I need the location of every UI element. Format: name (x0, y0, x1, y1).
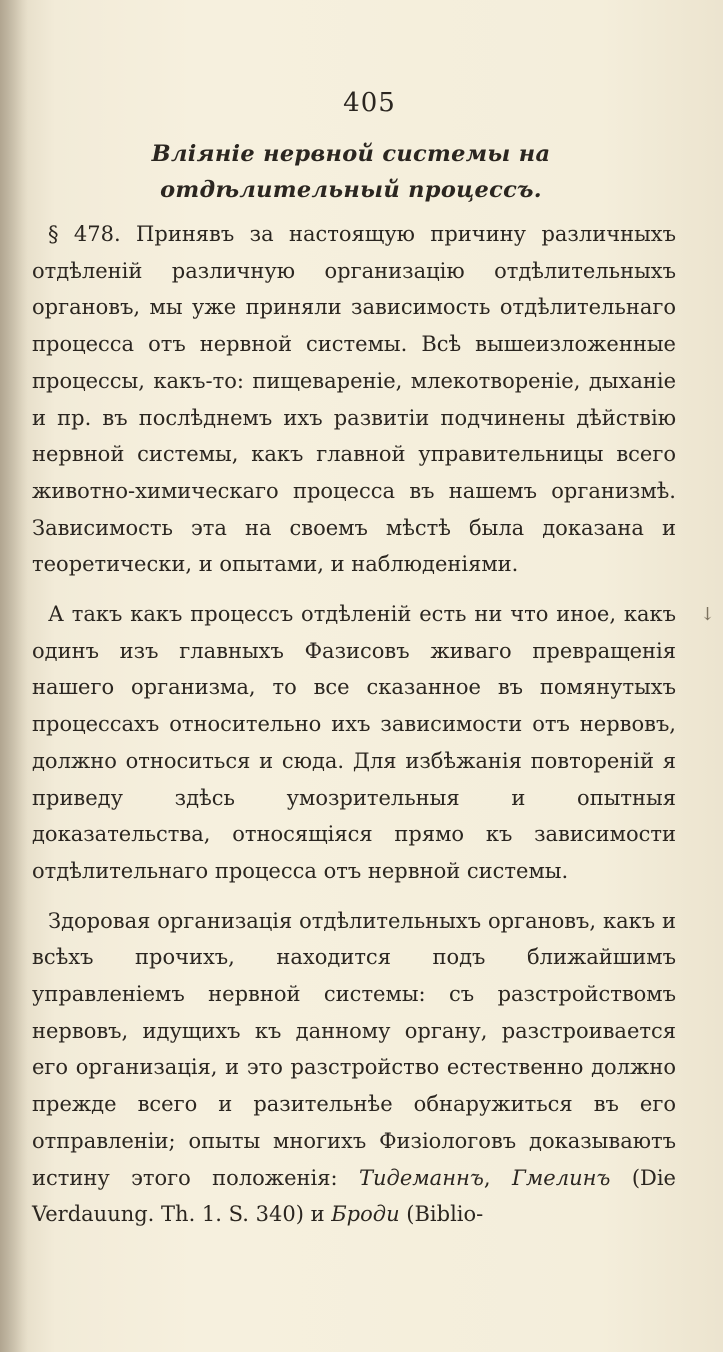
margin-mark: ↓ (699, 604, 715, 625)
section-heading: Вліяніе нервной системы на отдѣлительный процессъ. (151, 141, 551, 203)
author-gmelin: Гмелинъ (511, 1165, 611, 1190)
paragraph-1: § 478. Принявъ за настоящую причину различныхъ отдѣленій различную организацію отдѣлительныхъ органовъ, мы уже приняли зависимость отдѣлительнаго процесса отъ нервной системы. Всѣ вышеизложенные процессы, какъ-то: пищевареніе, млекотвореніе, дыханіе и пр. въ послѣднемъ ихъ развитіи подчинены дѣйствію нервной системы, какъ главной управительницы всего животно-химическаго процесса въ нашемъ организмѣ. Зависимость эта на своемъ мѣстѣ была доказана и теоретически, и опытами, и наблюденіями. (32, 222, 676, 577)
paragraph-2: А такъ какъ процессъ отдѣленій есть ни что иное, какъ одинъ изъ главныхъ Фазисовъ живаго превращенія нашего организма, то все сказанное въ помянутыхъ процессахъ относительно ихъ зависимости отъ нервовъ, должно относиться и сюда. Для избѣжанія повтореній я приведу здѣсь умозрительныя и опытныя доказательства, относящіяся прямо къ зависимости отдѣлительнаго процесса отъ нервной системы. (32, 602, 676, 883)
page-number: 405 (343, 88, 396, 118)
paragraph-3 (32, 903, 676, 1233)
author-brodie: Броди (331, 1202, 400, 1227)
paragraph-3-text: Здоровая организація отдѣлительныхъ органовъ, какъ и всѣхъ прочихъ, находится подъ ближайшимъ управленіемъ нервной системы: съ разстройствомъ нервовъ, идущихъ къ данному органу, разстроивается его организація, и это разстройство естественно должно прежде всего и разительнѣе обнаружиться въ его отправленіи; опыты многихъ Физіологовъ доказываютъ истину этого положенія: (32, 908, 676, 1190)
gutter-shadow (0, 0, 28, 1352)
reference-biblio: (Biblio- (399, 1202, 484, 1227)
reference-verdauung: (Die Verdauung. Th. 1. S. 340) и (32, 1165, 676, 1227)
separator: , (483, 1165, 512, 1190)
body-text (32, 216, 676, 1233)
author-tidemann: Тидеманнъ (359, 1165, 484, 1190)
